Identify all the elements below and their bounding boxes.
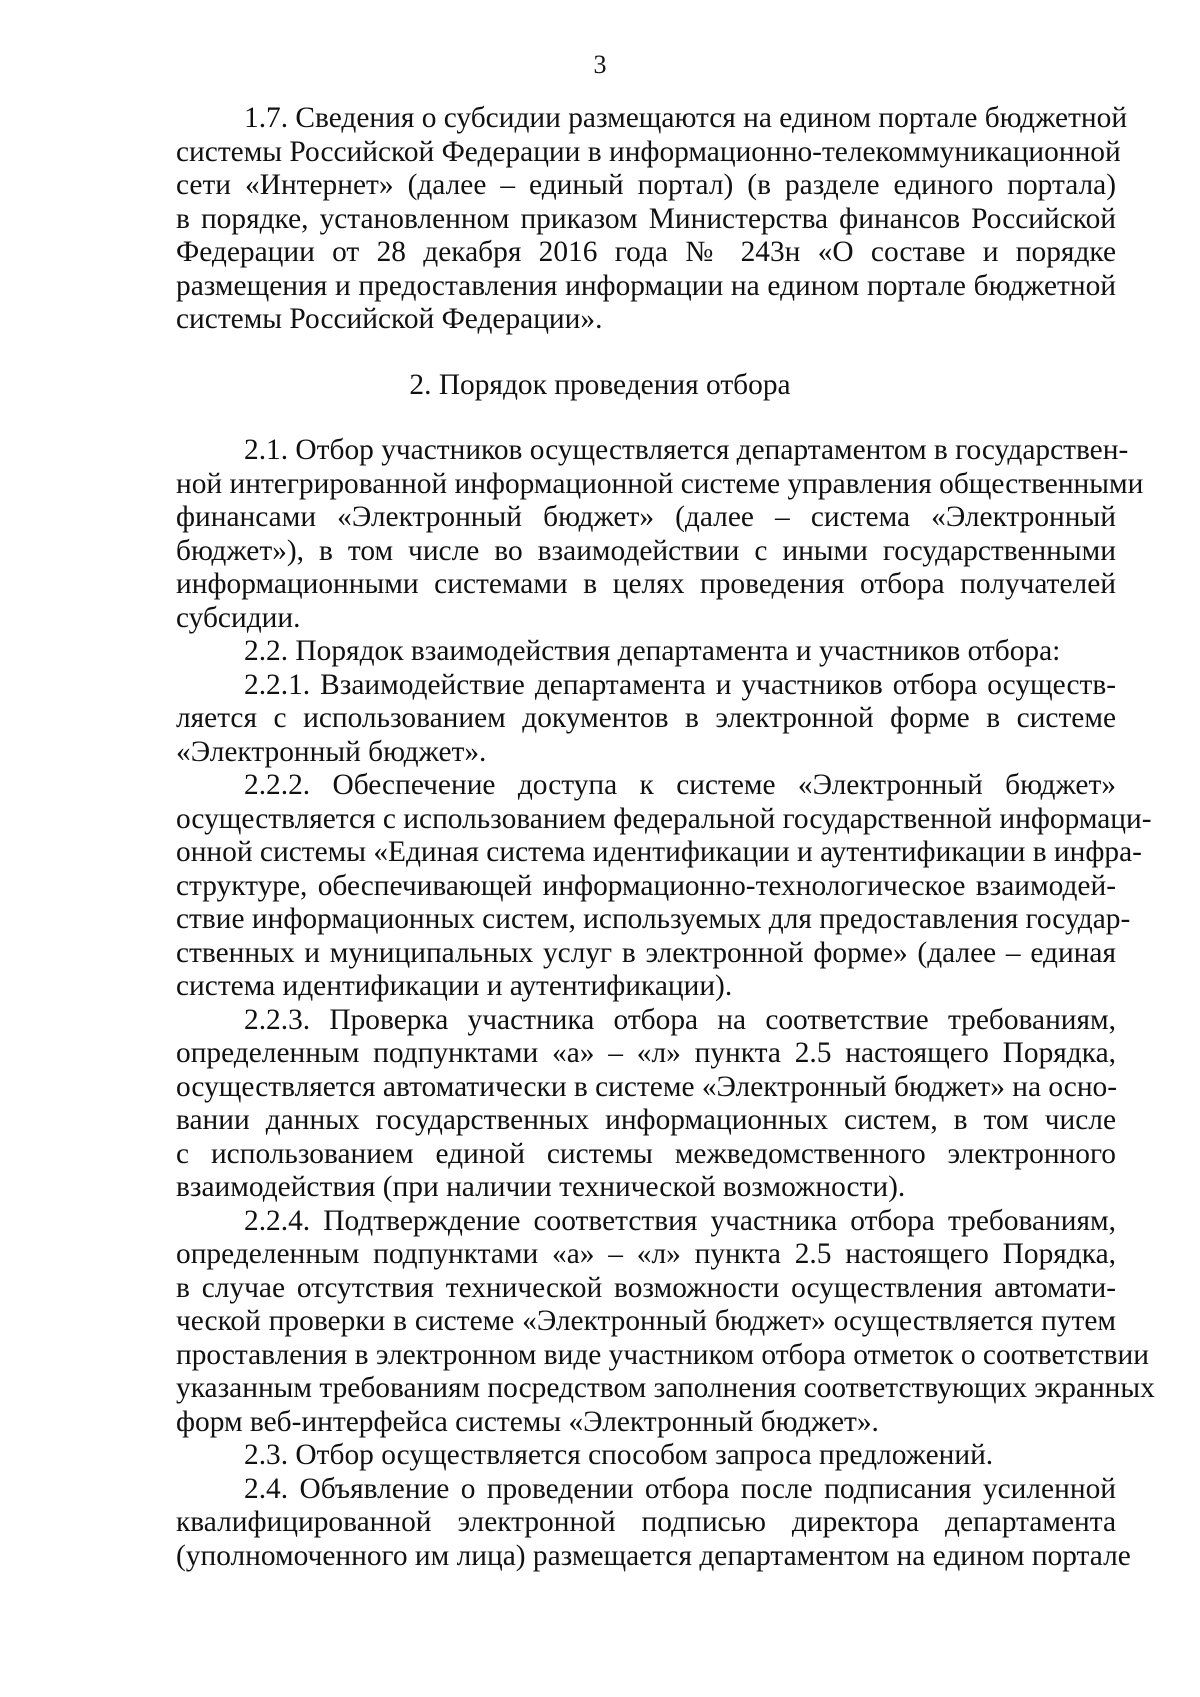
text-line: 2.2.3. Проверка участника отбора на соответствие требованиям, bbox=[244, 1003, 1116, 1036]
text-line: 2.1. Отбор участников осуществляется департаментом в государствен- bbox=[244, 434, 1129, 466]
text-line: ляется с использованием документов в электронной форме в системе bbox=[176, 702, 1116, 734]
text-line: 2.2.4. Подтверждение соответствия участника отбора требованиям, bbox=[244, 1204, 1116, 1237]
text-line: в порядке, установленном приказом Министерства финансов Российской bbox=[176, 202, 1116, 235]
text-line: ствие информационных систем, используемых для предоставления государ- bbox=[176, 903, 1131, 935]
text-line: осуществляется с использованием федеральной государственной информаци- bbox=[176, 802, 1152, 835]
text-line: проставления в электронном виде участником отбора отметок о соответствии bbox=[176, 1338, 1149, 1371]
text-line: системы Российской Федерации». bbox=[176, 303, 603, 335]
text-line: 2.4. Объявление о проведении отбора после подписания усиленной bbox=[244, 1472, 1116, 1505]
text-line: (уполномоченного им лица) размещается департаментом на едином портале bbox=[176, 1539, 1131, 1572]
text-line: 2.2.1. Взаимодействие департамента и участников отбора осуществ- bbox=[244, 668, 1116, 701]
text-line: 2.2. Порядок взаимодействия департамента и участников отбора: bbox=[244, 635, 1061, 667]
text-line: Федерации от 28 декабря 2016 года № 243н «О составе и порядке bbox=[176, 236, 1116, 268]
text-line: 2.3. Отбор осуществляется способом запроса предложений. bbox=[244, 1439, 994, 1471]
section-2-heading: 2. Порядок проведения отбора bbox=[409, 369, 791, 401]
text-line: «Электронный бюджет». bbox=[176, 735, 487, 768]
text-line: взаимодействия (при наличии технической возможности). bbox=[176, 1171, 906, 1203]
text-line: ственных и муниципальных услуг в электронной форме» (далее – единая bbox=[176, 936, 1116, 969]
text-line: в случае отсутствия технической возможности осуществления автомати- bbox=[176, 1271, 1116, 1304]
text-line: 1.7. Сведения о субсидии размещаются на едином портале бюджетной bbox=[244, 102, 1128, 134]
text-line: онной системы «Единая система идентификации и аутентификации в инфра- bbox=[176, 836, 1142, 868]
text-line: осуществляется автоматически в системе «Электронный бюджет» на осно- bbox=[176, 1070, 1118, 1103]
page-number: 3 bbox=[593, 50, 607, 79]
text-line: субсидии. bbox=[176, 601, 301, 634]
text-line: определенным подпунктами «а» – «л» пункта 2.5 настоящего Порядка, bbox=[176, 1238, 1116, 1270]
section-1-7 bbox=[176, 102, 1128, 337]
text-line: структуре, обеспечивающей информационно-технологическое взаимодей- bbox=[176, 869, 1116, 902]
text-line: вании данных государственных информационных систем, в том числе bbox=[176, 1104, 1116, 1136]
text-line: сети «Интернет» (далее – единый портал) (в разделе единого портала) bbox=[176, 169, 1116, 201]
section-2-body bbox=[176, 434, 1155, 1573]
text-line: с использованием единой системы межведомственного электронного bbox=[176, 1137, 1116, 1170]
text-line: квалифицированной электронной подписью директора департамента bbox=[176, 1506, 1116, 1538]
text-line: системы Российской Федерации в информационно-телекоммуникационной bbox=[176, 135, 1121, 168]
text-line: ческой проверки в системе «Электронный бюджет» осуществляется путем bbox=[176, 1305, 1116, 1337]
text-line: ной интегрированной информационной системе управления общественными bbox=[176, 467, 1144, 500]
text-line: определенным подпунктами «а» – «л» пункта 2.5 настоящего Порядка, bbox=[176, 1037, 1116, 1069]
text-line: форм веб-интерфейса системы «Электронный бюджет». bbox=[176, 1405, 879, 1438]
text-line: информационными системами в целях проведения отбора получателей bbox=[176, 568, 1116, 600]
text-line: 2.2.2. Обеспечение доступа к системе «Электронный бюджет» bbox=[244, 769, 1116, 801]
text-line: финансами «Электронный бюджет» (далее – система «Электронный bbox=[176, 501, 1116, 533]
text-line: бюджет»), в том числе во взаимодействии с иными государственными bbox=[176, 534, 1116, 567]
text-line: указанным требованиям посредством заполнения соответствующих экранных bbox=[176, 1372, 1155, 1404]
text-line: система идентификации и аутентификации). bbox=[176, 970, 733, 1002]
text-line: размещения и предоставления информации на едином портале бюджетной bbox=[176, 269, 1116, 302]
